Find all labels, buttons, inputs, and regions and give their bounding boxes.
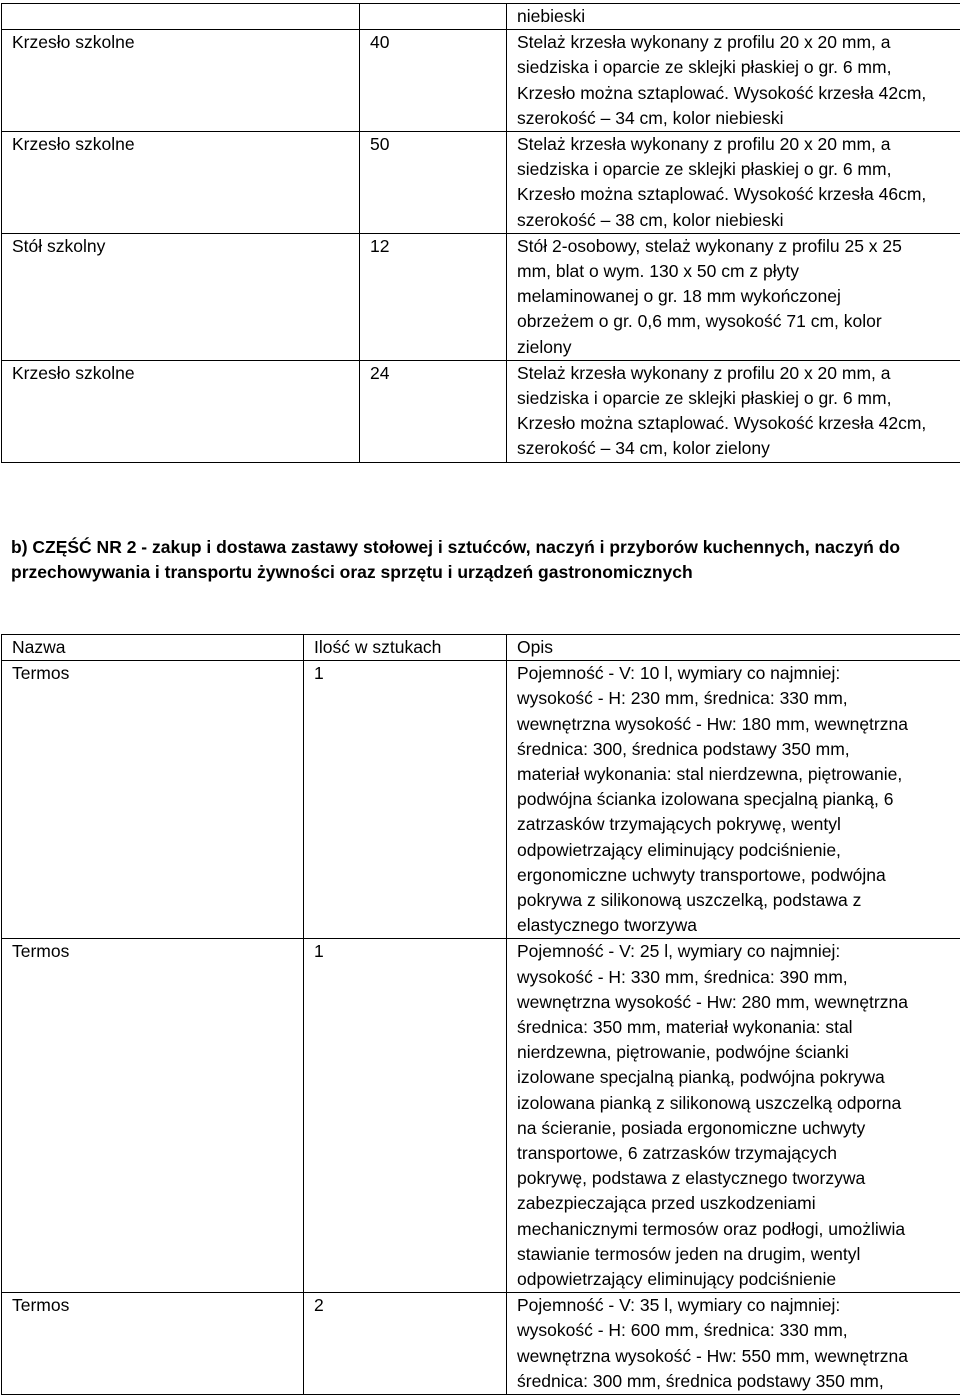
item-desc-cell: Stelaż krzesła wykonany z profilu 20 x 20 mm, a siedziska i oparcie ze sklejki płaskiej o gr. 6 mm, Krzesło można sztaplować. Wysokość krzesła 46cm, szerokość – 38 cm, kolor niebieski	[507, 132, 960, 234]
item-qty-cell: 40	[360, 30, 507, 132]
item-desc-cell: niebieski	[507, 4, 960, 30]
item-desc-cell: Pojemność - V: 10 l, wymiary co najmniej: wysokość - H: 230 mm, średnica: 330 mm, wewnętrzna wysokość - Hw: 180 mm, wewnętrzna średnica: 300, średnica podstawy 350 mm, materiał wykonania: stal nierdzewna, piętrowanie, podwójna ścianka izolowana specjalną pianką, 6 zatrzasków trzymających pokrywę, wentyl odpowietrzający eliminujący podciśnienie, ergonomiczne uchwyty transportowe, podwójna pokrywa z silikonową uszczelką, podstawa z elastycznego tworzywa	[507, 661, 960, 939]
item-name-cell: Krzesło szkolne	[2, 132, 360, 234]
table-row	[2, 30, 960, 132]
item-qty-cell: 24	[360, 360, 507, 462]
item-name-cell: Krzesło szkolne	[2, 360, 360, 462]
item-name-cell	[2, 4, 360, 30]
table-row	[2, 661, 960, 939]
item-qty-cell: 2	[304, 1293, 507, 1395]
table-row	[2, 360, 960, 462]
table-row	[2, 939, 960, 1293]
item-desc-cell: Stół 2-osobowy, stelaż wykonany z profilu 25 x 25 mm, blat o wym. 130 x 50 cm z płyty melaminowanej o gr. 18 mm wykończonej obrzeżem o gr. 0,6 mm, wysokość 71 cm, kolor zielony	[507, 233, 960, 360]
item-qty-cell: 12	[360, 233, 507, 360]
item-name-cell: Termos	[2, 661, 304, 939]
thermos-table	[1, 634, 960, 1395]
table-row	[2, 233, 960, 360]
item-qty-cell: 1	[304, 939, 507, 1293]
item-qty-cell: 50	[360, 132, 507, 234]
item-name-cell: Termos	[2, 1293, 304, 1395]
item-name-cell: Krzesło szkolne	[2, 30, 360, 132]
table-row	[2, 132, 960, 234]
header-desc: Opis	[507, 635, 960, 661]
section-heading: b) CZĘŚĆ NR 2 - zakup i dostawa zastawy stołowej i sztućców, naczyń i przyborów kuchennych, naczyń do przechowywania i transportu żywności oraz sprzętu i urządzeń gastronomicznych	[11, 535, 951, 585]
table-row	[2, 4, 960, 30]
header-qty: Ilość w sztukach	[304, 635, 507, 661]
item-desc-cell: Pojemność - V: 35 l, wymiary co najmniej: wysokość - H: 600 mm, średnica: 330 mm, wewnętrzna wysokość - Hw: 550 mm, wewnętrzna średnica: 300 mm, średnica podstawy 350 mm,	[507, 1293, 960, 1395]
item-desc-cell: Stelaż krzesła wykonany z profilu 20 x 20 mm, a siedziska i oparcie ze sklejki płaskiej o gr. 6 mm, Krzesło można sztaplować. Wysokość krzesła 42cm, szerokość – 34 cm, kolor zielony	[507, 360, 960, 462]
header-name: Nazwa	[2, 635, 304, 661]
item-desc-cell: Pojemność - V: 25 l, wymiary co najmniej: wysokość - H: 330 mm, średnica: 390 mm, wewnętrzna wysokość - Hw: 280 mm, wewnętrzna średnica: 350 mm, materiał wykonania: stal nierdzewna, piętrowanie, podwójne ścianki izolowane specjalną pianką, podwójna pokrywa izolowana pianką z silikonową uszczelką odporna na ścieranie, posiada ergonomiczne uchwyty transportowe, 6 zatrzasków trzymających pokrywę, podstawa z elastycznego tworzywa zabezpieczająca przed uszkodzeniami mechanicznymi termosów oraz podłogi, umożliwia stawianie termosów jeden na drugim, wentyl odpowietrzający eliminujący podciśnienie	[507, 939, 960, 1293]
furniture-table	[1, 3, 960, 463]
item-qty-cell: 1	[304, 661, 507, 939]
item-desc-cell: Stelaż krzesła wykonany z profilu 20 x 20 mm, a siedziska i oparcie ze sklejki płaskiej o gr. 6 mm, Krzesło można sztaplować. Wysokość krzesła 42cm, szerokość – 34 cm, kolor niebieski	[507, 30, 960, 132]
item-name-cell: Stół szkolny	[2, 233, 360, 360]
item-name-cell: Termos	[2, 939, 304, 1293]
item-qty-cell	[360, 4, 507, 30]
table-header-row	[2, 635, 960, 661]
table-row	[2, 1293, 960, 1395]
